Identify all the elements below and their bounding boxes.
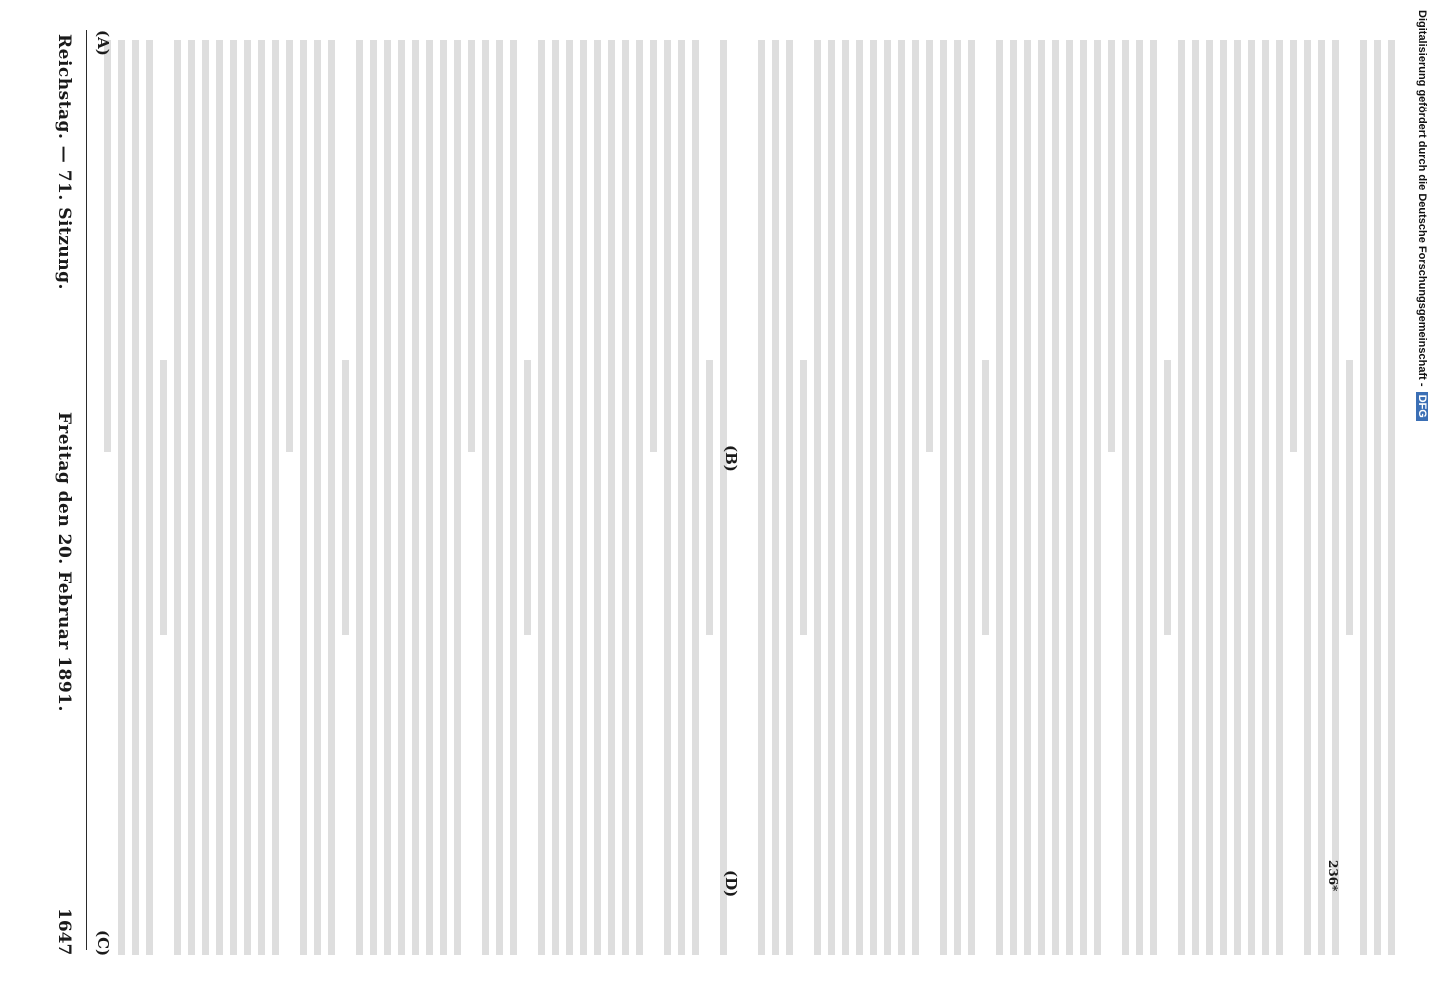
margin-letter-a: (A) — [94, 30, 112, 56]
text-line — [1374, 40, 1381, 955]
text-line — [1164, 360, 1171, 635]
text-line — [1010, 40, 1017, 955]
text-line — [814, 40, 821, 955]
text-line — [1220, 40, 1227, 955]
text-line — [1360, 40, 1367, 955]
text-line — [426, 40, 433, 955]
header-page-number: 1647 — [54, 908, 74, 956]
text-line — [300, 40, 307, 955]
text-line — [926, 40, 933, 452]
text-line — [328, 40, 335, 955]
dfg-logo-badge: DFG — [1416, 392, 1428, 421]
text-line — [968, 40, 975, 955]
text-line — [650, 40, 657, 452]
text-line — [1192, 40, 1199, 955]
text-line — [370, 40, 377, 955]
margin-letter-d: (D) — [722, 870, 740, 898]
text-line — [482, 40, 489, 955]
text-line — [440, 40, 447, 955]
text-line — [954, 40, 961, 955]
margin-letter-c: (C) — [94, 930, 112, 957]
header-left-title: Reichstag. — 71. Sitzung. — [54, 34, 74, 290]
text-line — [552, 40, 559, 955]
text-line — [230, 40, 237, 955]
text-line — [594, 40, 601, 955]
dfg-funding-notice — [1416, 10, 1428, 421]
text-line — [454, 40, 461, 955]
text-line — [1066, 40, 1073, 955]
text-line — [524, 360, 531, 635]
text-line — [772, 40, 779, 955]
header-rule — [86, 30, 87, 950]
text-line — [1332, 40, 1339, 955]
text-line — [692, 40, 699, 955]
text-line — [1136, 40, 1143, 955]
text-line — [720, 40, 727, 955]
text-line — [244, 40, 251, 955]
text-line — [510, 40, 517, 955]
dfg-notice-text: Digitalisierung gefördert durch die Deutsche Forschungsgemeinschaft - — [1416, 10, 1428, 387]
text-line — [118, 40, 125, 955]
text-line — [1024, 40, 1031, 955]
text-line — [1276, 40, 1283, 955]
text-line — [870, 40, 877, 955]
text-line — [580, 40, 587, 955]
text-line — [258, 40, 265, 955]
text-line — [678, 40, 685, 955]
text-line — [1234, 40, 1241, 955]
text-line — [1346, 360, 1353, 635]
text-line — [174, 40, 181, 955]
text-line — [566, 40, 573, 955]
text-line — [996, 40, 1003, 955]
text-line — [912, 40, 919, 955]
text-line — [1290, 40, 1297, 452]
text-line — [842, 40, 849, 955]
text-line — [982, 360, 989, 635]
text-line — [398, 40, 405, 955]
text-line — [884, 40, 891, 955]
text-line — [216, 40, 223, 955]
margin-letter-b: (B) — [722, 445, 740, 472]
text-line — [706, 360, 713, 635]
text-line — [272, 40, 279, 955]
text-line — [286, 40, 293, 452]
text-line — [1206, 40, 1213, 955]
text-line — [800, 360, 807, 635]
text-line — [636, 40, 643, 955]
text-line — [1262, 40, 1269, 955]
text-line — [1248, 40, 1255, 955]
text-line — [1388, 40, 1395, 955]
text-line — [898, 40, 905, 955]
page-signature: 236* — [1326, 860, 1340, 892]
text-line — [202, 40, 209, 955]
text-line — [786, 40, 793, 955]
text-line — [856, 40, 863, 955]
text-line — [384, 40, 391, 955]
text-line — [356, 40, 363, 955]
text-line — [342, 360, 349, 635]
text-line — [132, 40, 139, 955]
text-line — [1038, 40, 1045, 955]
text-line — [1304, 40, 1311, 955]
text-line — [1108, 40, 1115, 452]
text-line — [758, 40, 765, 955]
text-line — [622, 40, 629, 955]
text-line — [188, 40, 195, 955]
text-line — [496, 40, 503, 955]
text-line — [1178, 40, 1185, 955]
text-line — [1080, 40, 1087, 955]
text-line — [940, 40, 947, 955]
text-line — [664, 40, 671, 955]
text-line — [828, 40, 835, 955]
text-line — [538, 40, 545, 955]
text-line — [1318, 40, 1325, 955]
text-line — [468, 40, 475, 452]
text-line — [1052, 40, 1059, 955]
text-line — [160, 360, 167, 635]
text-line — [1150, 40, 1157, 955]
text-line — [1122, 40, 1129, 955]
text-line — [412, 40, 419, 955]
text-line — [314, 40, 321, 955]
text-line — [146, 40, 153, 955]
text-line — [104, 40, 111, 452]
header-date: Freitag den 20. Februar 1891. — [54, 412, 74, 712]
text-line — [1094, 40, 1101, 955]
text-line — [608, 40, 615, 955]
